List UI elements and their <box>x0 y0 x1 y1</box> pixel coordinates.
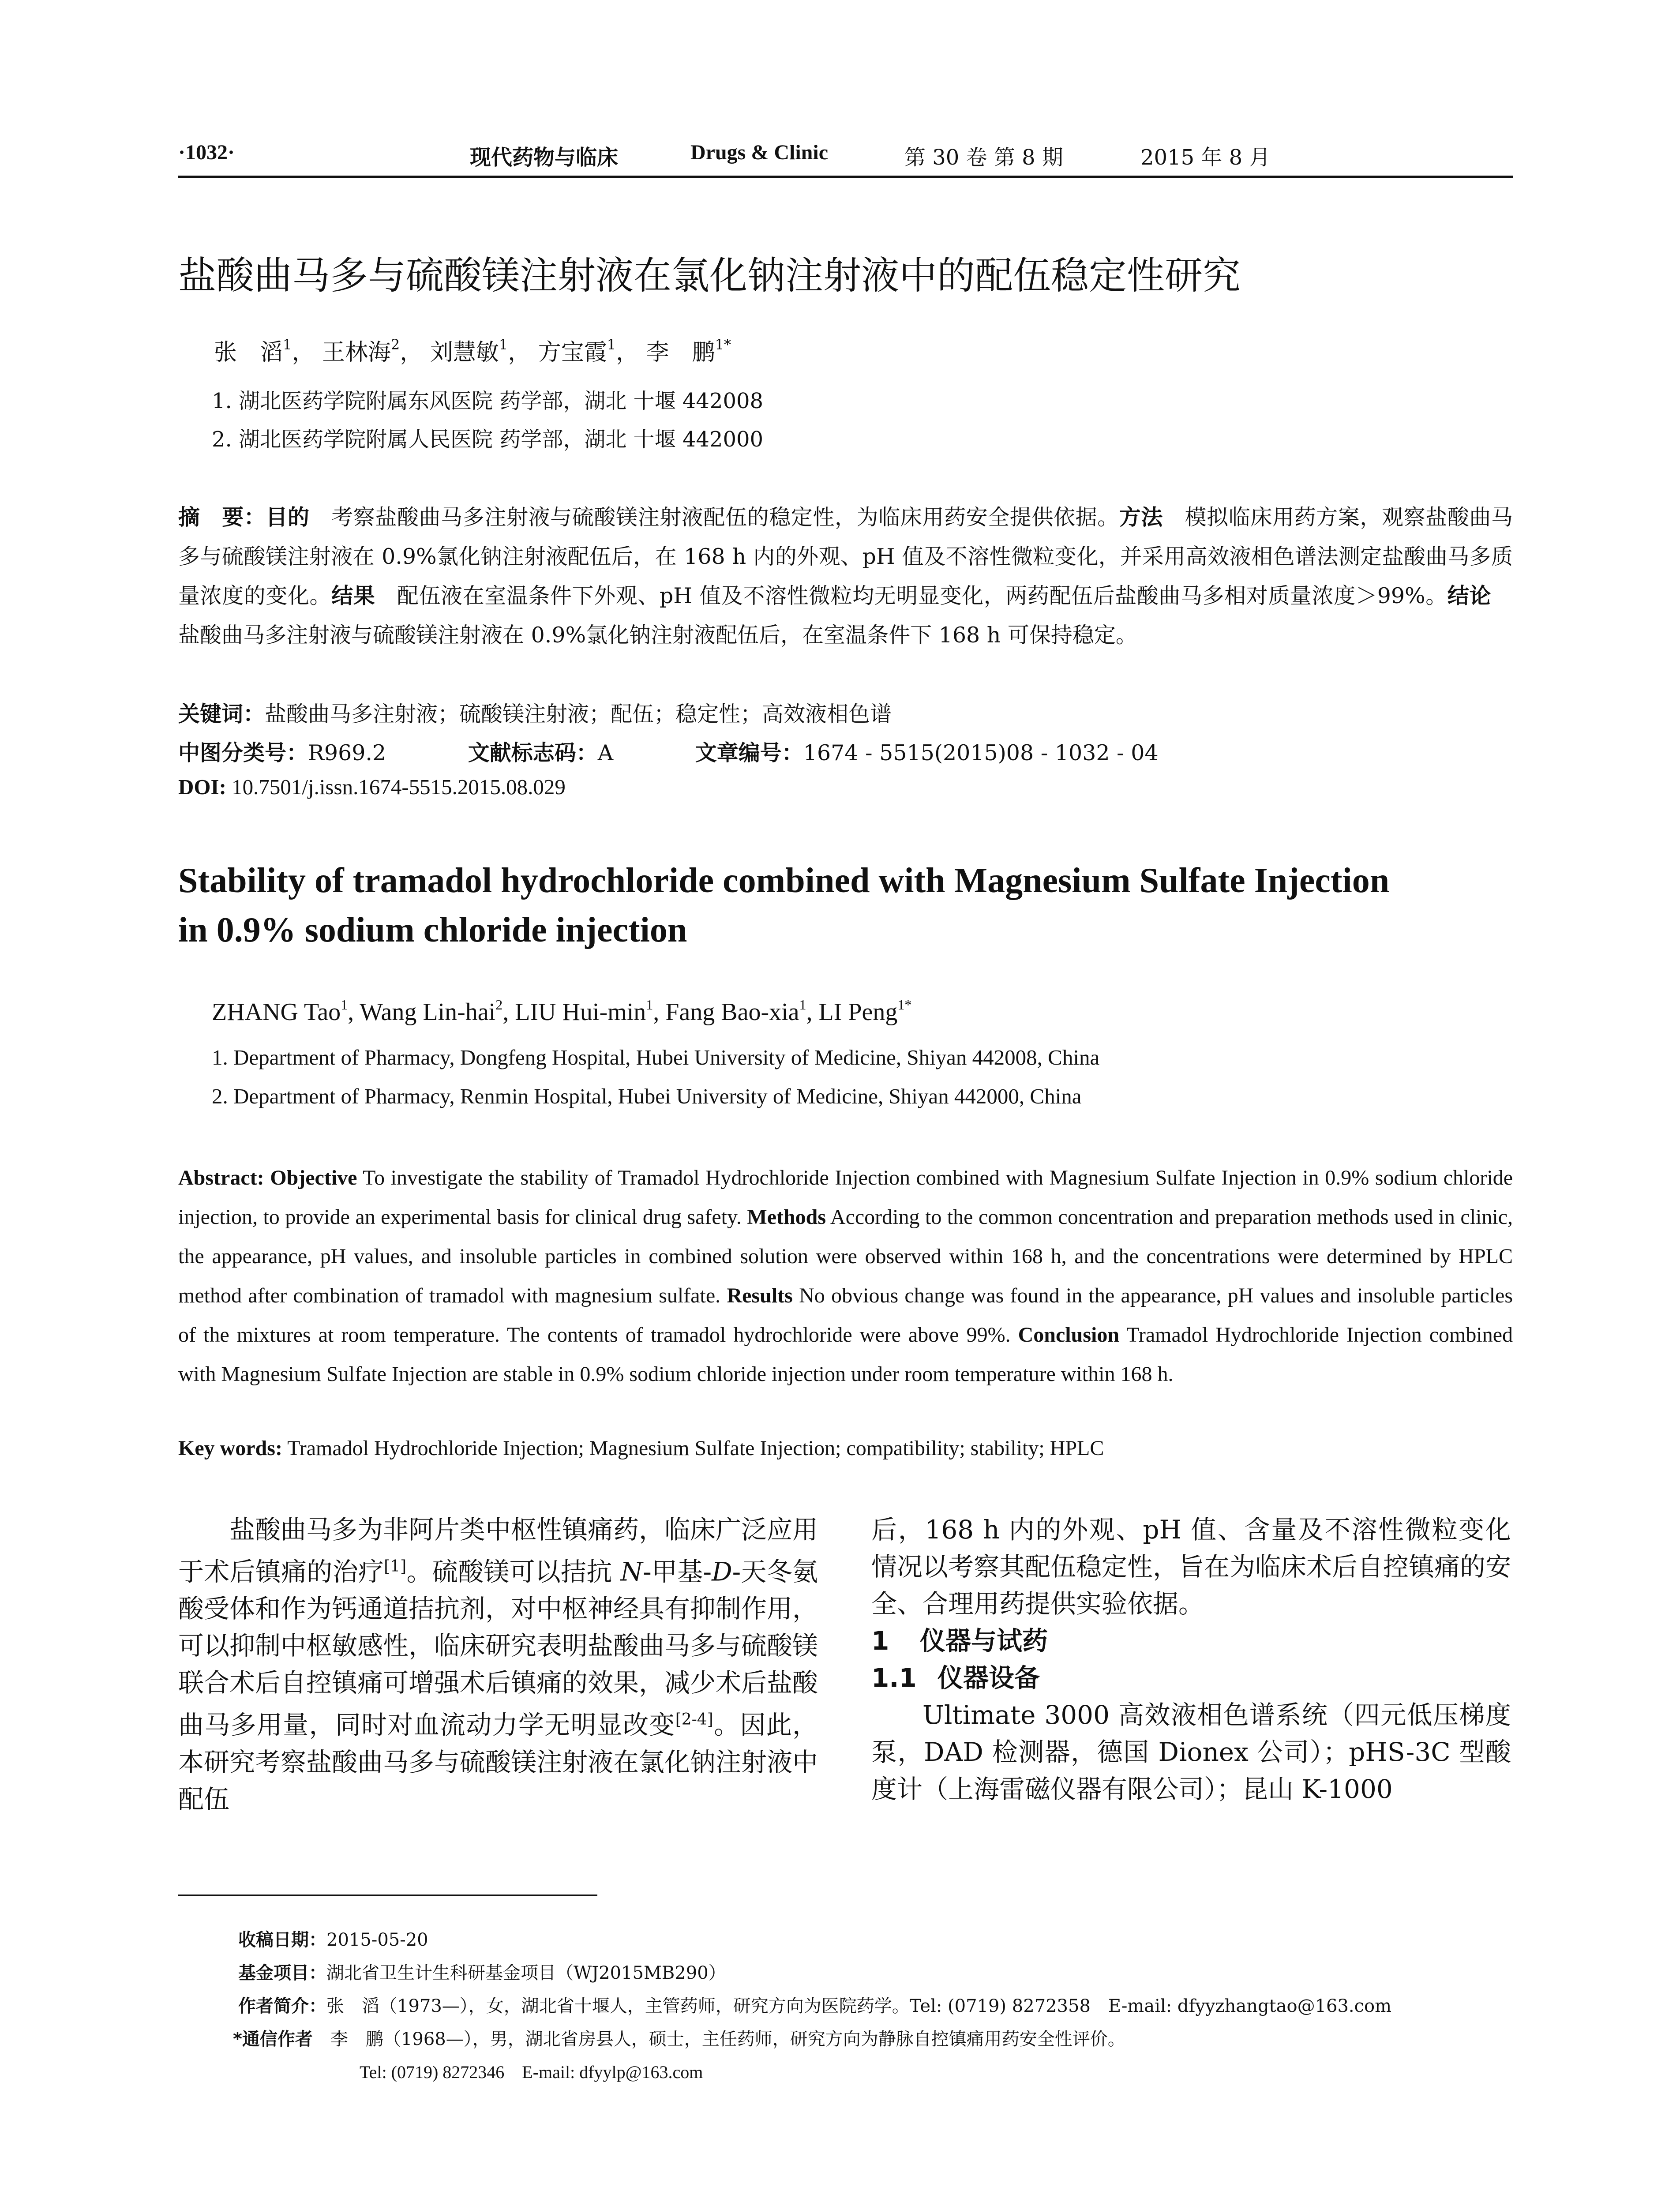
methods-text: According to the common concentration and preparation methods used in clinic, the appearance, pH values, and insoluble particles in combined solution were observed within 168 h, and the concentrations were determined by HPLC method after combination of tramadol with magnesium sulfate. <box>178 1205 1513 1307</box>
doc-code-value: A <box>597 740 614 765</box>
section-number: 1 <box>871 1626 889 1656</box>
author-affiliation-mark: 1* <box>897 997 912 1013</box>
keywords-text: Tramadol Hydrochloride Injection; Magnesium Sulfate Injection; compatibility; stability; HPLC <box>287 1437 1104 1460</box>
keywords-label: Key words: <box>178 1437 282 1460</box>
english-title-line: in 0.9% sodium chloride injection <box>178 911 687 949</box>
doi-label: DOI: <box>178 775 226 799</box>
author-name: 方宝霞 <box>538 339 607 366</box>
keywords-en <box>178 1436 1104 1460</box>
footnote-label: 基金项目： <box>238 1963 326 1983</box>
objective-text: To investigate the stability of Tramadol Hydrochloride Injection combined with Magnesium Sulfate Injection in 0.9% sodium chloride injection, to provide an experimental basis for clinical drug safety. <box>178 1166 1513 1229</box>
objective-label: 目的 <box>266 505 310 530</box>
article-number-value: 1674 - 5515(2015)08 - 1032 - 04 <box>803 740 1159 765</box>
author-affiliation-mark: 1 <box>607 336 616 353</box>
citation: [1] <box>384 1557 407 1576</box>
article-number-label: 文章编号： <box>695 740 803 765</box>
author-affiliation-mark: 1 <box>499 336 508 353</box>
footnote-text: 李 鹏（1968—），男，湖北省房县人，硕士，主任药师，研究方向为静脉自控镇痛用药安全性评价。 <box>312 2029 1125 2049</box>
body-paragraph: 后，168 h 内的外观、pH 值、含量及不溶性微粒变化情况以考察其配伍稳定性，旨在为临床术后自控镇痛的安全、合理用药提供实验依据。 <box>871 1515 1511 1619</box>
footnote-text: 湖北省卫生计生科研基金项目（WJ2015MB290） <box>326 1963 726 1983</box>
footnote-fund <box>238 1959 726 1984</box>
author-name: Wang Lin-hai <box>360 998 496 1026</box>
author-affiliation-mark: 1 <box>646 997 653 1013</box>
body-text-italic: D <box>712 1557 732 1587</box>
body-text-italic: N <box>620 1557 643 1587</box>
conclusion-text: 盐酸曲马多注射液与硫酸镁注射液在 0.9%氯化钠注射液配伍后，在室温条件下 168 h 可保持稳定。 <box>178 583 1513 648</box>
author-name: ZHANG Tao <box>212 998 341 1026</box>
journal-name-cn: 现代药物与临床 <box>470 145 619 170</box>
english-title-line: Stability of tramadol hydrochloride combined with Magnesium Sulfate Injection <box>178 861 1390 900</box>
abstract-label: Abstract: <box>178 1166 264 1189</box>
section-heading <box>871 1622 1511 1659</box>
body-column-left <box>178 1511 818 1818</box>
keywords-label: 关键词： <box>178 702 265 727</box>
footnote-corresponding-contact: Tel: (0719) 8272346 E-mail: dfyylp@163.com <box>360 2062 703 2082</box>
affiliation-en: 2. Department of Pharmacy, Renmin Hospital, Hubei University of Medicine, Shiyan 442000, China <box>212 1084 1082 1108</box>
footnote-text: 2015-05-20 <box>326 1930 428 1950</box>
section-number: 1.1 <box>871 1663 917 1693</box>
citation: [2-4] <box>675 1711 713 1729</box>
clc-value: R969.2 <box>308 740 386 765</box>
conclusion-label: Conclusion <box>1018 1323 1120 1347</box>
section-title: 仪器与试药 <box>920 1626 1048 1656</box>
author-name: LIU Hui-min <box>515 998 646 1026</box>
objective-label: Objective <box>270 1166 357 1189</box>
journal-volume: 第 30 卷 第 8 期 <box>904 145 1063 170</box>
results-text: No obvious change was found in the appearance, pH values and insoluble particles of the mixtures at room temperature. The contents of tramadol hydrochloride were above 99%. <box>178 1284 1513 1347</box>
author-name: 王林海 <box>322 339 391 366</box>
header-rule <box>178 176 1513 178</box>
footnote-label: 作者简介： <box>238 1996 326 2016</box>
methods-label: 方法 <box>1119 505 1163 530</box>
author-affiliation-mark: 1 <box>341 997 348 1013</box>
journal-name-en: Drugs & Clinic <box>690 141 828 164</box>
affiliation-en: 1. Department of Pharmacy, Dongfeng Hospital, Hubei University of Medicine, Shiyan 442008, China <box>212 1045 1100 1069</box>
body-column-right <box>871 1511 1511 1808</box>
body-paragraph <box>178 1511 818 1818</box>
objective-text: 考察盐酸曲马多注射液与硫酸镁注射液配伍的稳定性，为临床用药安全提供依据。 <box>309 505 1119 530</box>
abstract-en <box>178 1158 1513 1394</box>
author-affiliation-mark: 1* <box>715 336 731 353</box>
methods-label: Methods <box>747 1205 826 1229</box>
author-affiliation-mark: 1 <box>799 997 806 1013</box>
footnote-text: 张 滔（1973—），女，湖北省十堰人，主管药师，研究方向为医院药学。Tel: (0719) 8272358 E-mail: dfyyzhangtao@163.com <box>326 1996 1392 2016</box>
abstract-cn <box>178 498 1513 655</box>
body-text: -甲基- <box>643 1557 712 1587</box>
page-number: ·1032· <box>178 141 235 164</box>
author-affiliation-mark: 1 <box>283 336 292 353</box>
author-list-cn: 张 滔$^1$， 王林海$^2$， 刘慧敏$^1$， 方宝霞$^1$， 李 鹏$^{1*}$ <box>214 336 731 366</box>
body-text: 。因此，本研究考察盐酸曲马多与硫酸镁注射液在氯化钠注射液中配伍 <box>178 1710 818 1814</box>
doi-value: 10.7501/j.issn.1674-5515.2015.08.029 <box>232 775 566 799</box>
doc-code-label: 文献标志码： <box>468 740 598 765</box>
issue-date: 2015 年 8 月 <box>1140 145 1271 170</box>
doi-row <box>178 774 566 799</box>
author-list-en: ZHANG Tao$^1$, Wang Lin-hai$^2$, LIU Hui-$\min^1$, Fang Bao-xia$^1$, LI Peng$^{1*}$ <box>212 997 912 1026</box>
conclusion-label: 结论 <box>1447 583 1491 608</box>
abstract-label: 摘 要： <box>178 505 266 530</box>
footnote-rule <box>178 1895 597 1896</box>
author-name: 李 鹏 <box>646 339 715 366</box>
results-text: 配伍液在室温条件下外观、pH 值及不溶性微粒均无明显变化，两药配伍后盐酸曲马多相对质量浓度＞99%。 <box>375 583 1448 608</box>
results-label: Results <box>727 1284 793 1307</box>
body-paragraph: Ultimate 3000 高效液相色谱系统（四元低压梯度泵，DAD 检测器，德国 Dionex 公司）；pHS-3C 型酸度计（上海雷磁仪器有限公司）；昆山 K-1000 <box>871 1700 1511 1804</box>
footnote-label: 收稿日期： <box>238 1930 326 1950</box>
body-text: 。硫酸镁可以拮抗 <box>406 1557 621 1587</box>
footnote-received <box>238 1926 428 1951</box>
classification-row <box>178 736 1159 767</box>
keywords-text: 盐酸曲马多注射液；硫酸镁注射液；配伍；稳定性；高效液相色谱 <box>265 702 892 727</box>
affiliation-cn: 2. 湖北医药学院附属人民医院 药学部，湖北 十堰 442000 <box>212 427 764 452</box>
author-affiliation-mark: 2 <box>390 336 400 353</box>
methods-text: 模拟临床用药方案，观察盐酸曲马多与硫酸镁注射液在 0.9%氯化钠注射液配伍后，在 168 h 内的外观、pH 值及不溶性微粒变化，并采用高效液相色谱法测定盐酸曲马多质量浓度的变化。 <box>178 505 1513 608</box>
page-title: 盐酸曲马多与硫酸镁注射液在氯化钠注射液中的配伍稳定性研究 <box>178 254 1241 298</box>
results-label: 结果 <box>331 583 375 608</box>
conclusion-text: Tramadol Hydrochloride Injection combined with Magnesium Sulfate Injection are stable in 0.9% sodium chloride injection under room temperature within 168 h. <box>178 1323 1513 1386</box>
body-text: -天冬氨酸受体和作为钙通道拮抗剂，对中枢神经具有抑制作用，可以抑制中枢敏感性，临床研究表明盐酸曲马多与硫酸镁联合术后自控镇痛可增强术后镇痛的效果，减少术后盐酸曲马多用量，同时对血流动力学无明显改变 <box>178 1557 818 1740</box>
footnote-label: *通信作者 <box>233 2029 313 2049</box>
clc-label: 中图分类号： <box>178 740 308 765</box>
section-title: 仪器设备 <box>938 1663 1040 1693</box>
author-name: 张 滔 <box>214 339 283 366</box>
footnote-author-bio <box>238 1992 1391 2017</box>
footnote-corresponding <box>233 2025 1125 2050</box>
author-affiliation-mark: 2 <box>495 997 503 1013</box>
subsection-heading <box>871 1659 1511 1696</box>
body-text: 盐酸曲马多为非阿片类中枢性镇痛药，临床广泛应用于术后镇痛的治疗 <box>178 1515 818 1587</box>
english-title <box>178 856 1528 955</box>
author-name: LI Peng <box>818 998 898 1026</box>
affiliation-cn: 1. 湖北医药学院附属东风医院 药学部，湖北 十堰 442008 <box>212 389 764 413</box>
author-name: Fang Bao-xia <box>665 998 799 1026</box>
author-name: 刘慧敏 <box>430 339 499 366</box>
keywords-cn <box>178 697 892 728</box>
